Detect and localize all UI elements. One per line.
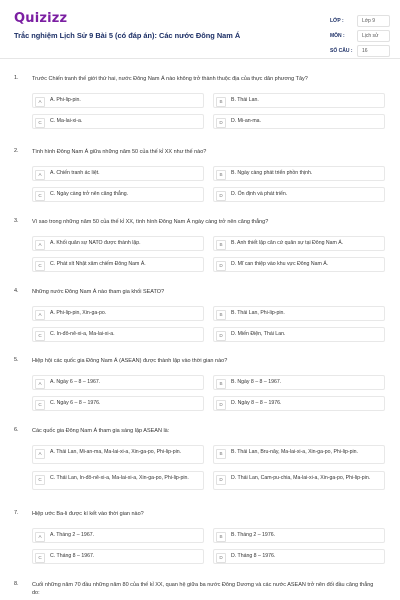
option-text: B. Anh thiết lập căn cứ quân sự tại Đông Nam Á. — [231, 240, 344, 246]
answer-option-a[interactable] — [32, 445, 204, 464]
answer-option-d[interactable] — [213, 396, 385, 411]
option-text: C. Tháng 8 – 1967. — [50, 553, 95, 559]
option-letter-badge: D — [216, 261, 226, 271]
option-letter-badge: D — [216, 400, 226, 410]
option-letter-badge: D — [216, 118, 226, 128]
option-letter-badge: D — [216, 191, 226, 201]
option-text: C. Ngày 6 – 8 – 1976. — [50, 400, 101, 406]
question-text: Hiệp hội các quốc gia Đông Nam Á (ASEAN) được thành lập vào thời gian nào? — [32, 358, 228, 364]
answer-option-c[interactable] — [32, 114, 204, 129]
option-text: C. Thái Lan, In-đô-nê-xi-a, Ma-lai-xi-a, Xin-ga-po, Phi-lip-pin. — [50, 475, 189, 481]
meta-row-count — [330, 43, 390, 58]
meta-label: LỚP : — [330, 17, 344, 24]
answer-option-c[interactable] — [32, 549, 204, 564]
meta-row-class — [330, 13, 390, 28]
answer-option-a[interactable] — [32, 236, 204, 251]
answer-option-b[interactable] — [213, 306, 385, 321]
option-letter-badge: B — [216, 97, 226, 107]
question-number: 8. — [14, 581, 19, 587]
meta-value-class: Lớp 9 — [357, 15, 390, 27]
option-text: B. Ngày 8 – 8 – 1967. — [231, 379, 282, 385]
meta-value-count: 16 — [357, 45, 390, 57]
option-letter-badge: C — [35, 553, 45, 563]
option-letter-badge: C — [35, 400, 45, 410]
option-letter-badge: B — [216, 379, 226, 389]
answer-option-b[interactable] — [213, 528, 385, 543]
answer-option-b[interactable] — [213, 375, 385, 390]
answer-option-d[interactable] — [213, 549, 385, 564]
quizizz-logo[interactable]: Quizizz — [14, 11, 68, 26]
option-text: B. Tháng 2 – 1976. — [231, 532, 276, 538]
option-letter-badge: A — [35, 532, 45, 542]
option-letter-badge: B — [216, 310, 226, 320]
answer-option-b[interactable] — [213, 93, 385, 108]
option-letter-badge: D — [216, 331, 226, 341]
answer-option-c[interactable] — [32, 471, 204, 490]
option-letter-badge: B — [216, 449, 226, 459]
question-text: Tình hình Đông Nam Á giữa những năm 50 của thế kỉ XX như thế nào? — [32, 149, 207, 155]
question-number: 4. — [14, 288, 19, 294]
option-letter-badge: A — [35, 449, 45, 459]
meta-label: MÔN : — [330, 32, 345, 39]
answer-option-b[interactable] — [213, 166, 385, 181]
question-number: 5. — [14, 357, 19, 363]
meta-value-subject: Lịch sử — [357, 30, 390, 42]
answer-option-d[interactable] — [213, 471, 385, 490]
question-number: 1. — [14, 75, 19, 81]
option-letter-badge: A — [35, 310, 45, 320]
question-text: Các quốc gia Đông Nam Á tham gia sáng lập ASEAN là: — [32, 428, 170, 434]
option-letter-badge: B — [216, 240, 226, 250]
option-letter-badge: A — [35, 379, 45, 389]
meta-panel — [330, 13, 390, 58]
option-text: D. Tháng 8 – 1976. — [231, 553, 276, 559]
option-text: B. Thái Lan. — [231, 97, 259, 103]
answer-option-d[interactable] — [213, 187, 385, 202]
option-text: A. Tháng 2 – 1967. — [50, 532, 95, 538]
meta-label: SỐ CÂU : — [330, 47, 353, 54]
answer-option-c[interactable] — [32, 257, 204, 272]
option-text: D. Thái Lan, Cam-pu-chia, Ma-lai-xi-a, Xin-ga-po, Phi-lip-pin. — [231, 475, 371, 481]
question-number: 6. — [14, 427, 19, 433]
option-text: D. Mĩ can thiệp vào khu vực Đông Nam Á. — [231, 261, 329, 267]
page-title: Trắc nghiệm Lịch Sử 9 Bài 5 (có đáp án): Các nước Đông Nam Á — [14, 31, 241, 40]
option-text: D. Ổn định và phát triển. — [231, 191, 288, 197]
answer-option-d[interactable] — [213, 114, 385, 129]
option-letter-badge: C — [35, 475, 45, 485]
question-number: 7. — [14, 510, 19, 516]
option-letter-badge: D — [216, 475, 226, 485]
answer-option-a[interactable] — [32, 528, 204, 543]
option-letter-badge: B — [216, 532, 226, 542]
option-letter-badge: B — [216, 170, 226, 180]
answer-option-b[interactable] — [213, 445, 385, 464]
answer-option-a[interactable] — [32, 93, 204, 108]
option-text: D. Mi-an-ma. — [231, 118, 261, 124]
option-letter-badge: A — [35, 240, 45, 250]
option-letter-badge: C — [35, 118, 45, 128]
option-letter-badge: C — [35, 261, 45, 271]
question-text: Hiệp ước Ba-li được kí kết vào thời gian nào? — [32, 511, 144, 517]
option-text: A. Ngày 6 – 8 – 1967. — [50, 379, 101, 385]
option-letter-badge: C — [35, 191, 45, 201]
option-text: B. Ngày càng phát triển phồn thịnh. — [231, 170, 313, 176]
question-text: Cuối những năm 70 đầu những năm 80 của thế kỉ XX, quan hệ giữa ba nước Đông Dương và các nước ASEAN trở nên đối đầu căng thẳng do: — [32, 582, 374, 596]
question-text: Những nước Đông Nam Á nào tham gia khối SEATO? — [32, 289, 165, 295]
meta-row-subject — [330, 28, 390, 43]
option-text: D. Miến Điện, Thái Lan. — [231, 331, 286, 337]
question-text: Trước Chiến tranh thế giới thứ hai, nước Đông Nam Á nào không trở thành thuộc địa của thực dân phương Tây? — [32, 76, 308, 82]
option-text: D. Ngày 8 – 8 – 1976. — [231, 400, 282, 406]
answer-option-b[interactable] — [213, 236, 385, 251]
question-number: 2. — [14, 148, 19, 154]
option-letter-badge: A — [35, 97, 45, 107]
answer-option-a[interactable] — [32, 375, 204, 390]
answer-option-d[interactable] — [213, 327, 385, 342]
option-text: A. Thái Lan, Mi-an-ma, Ma-lai-xi-a, Xin-ga-po, Phi-lip-pin. — [50, 449, 182, 455]
option-text: B. Thái Lan, Phi-lip-pin. — [231, 310, 285, 316]
answer-option-c[interactable] — [32, 327, 204, 342]
option-text: B. Thái Lan, Bru-nây, Ma-lai-xi-a, Xin-ga-po, Phi-lip-pin. — [231, 449, 358, 455]
answer-option-c[interactable] — [32, 396, 204, 411]
answer-option-c[interactable] — [32, 187, 204, 202]
option-letter-badge: D — [216, 553, 226, 563]
option-text: C. Phát xít Nhật xâm chiếm Đông Nam Á. — [50, 261, 146, 267]
option-text: C. In-đô-nê-xi-a, Ma-lai-xi-a. — [50, 331, 115, 337]
option-text: A. Phi-lip-pin, Xin-ga-po. — [50, 310, 107, 316]
answer-option-a[interactable] — [32, 306, 204, 321]
option-text: C. Ma-lai-xi-a. — [50, 118, 83, 124]
option-text: A. Phi-lip-pin. — [50, 97, 81, 103]
option-text: C. Ngày càng trở nên căng thẳng. — [50, 191, 129, 197]
question-text: Vì sao trong những năm 50 của thế kỉ XX, tình hình Đông Nam Á ngày càng trở nên căng thẳng? — [32, 219, 269, 225]
answer-option-d[interactable] — [213, 257, 385, 272]
option-letter-badge: C — [35, 331, 45, 341]
answer-option-a[interactable] — [32, 166, 204, 181]
question-number: 3. — [14, 218, 19, 224]
option-text: A. Khối quân sự NATO được thành lập. — [50, 240, 141, 246]
worksheet-header — [0, 0, 400, 59]
option-letter-badge: A — [35, 170, 45, 180]
option-text: A. Chiến tranh ác liệt. — [50, 170, 100, 176]
